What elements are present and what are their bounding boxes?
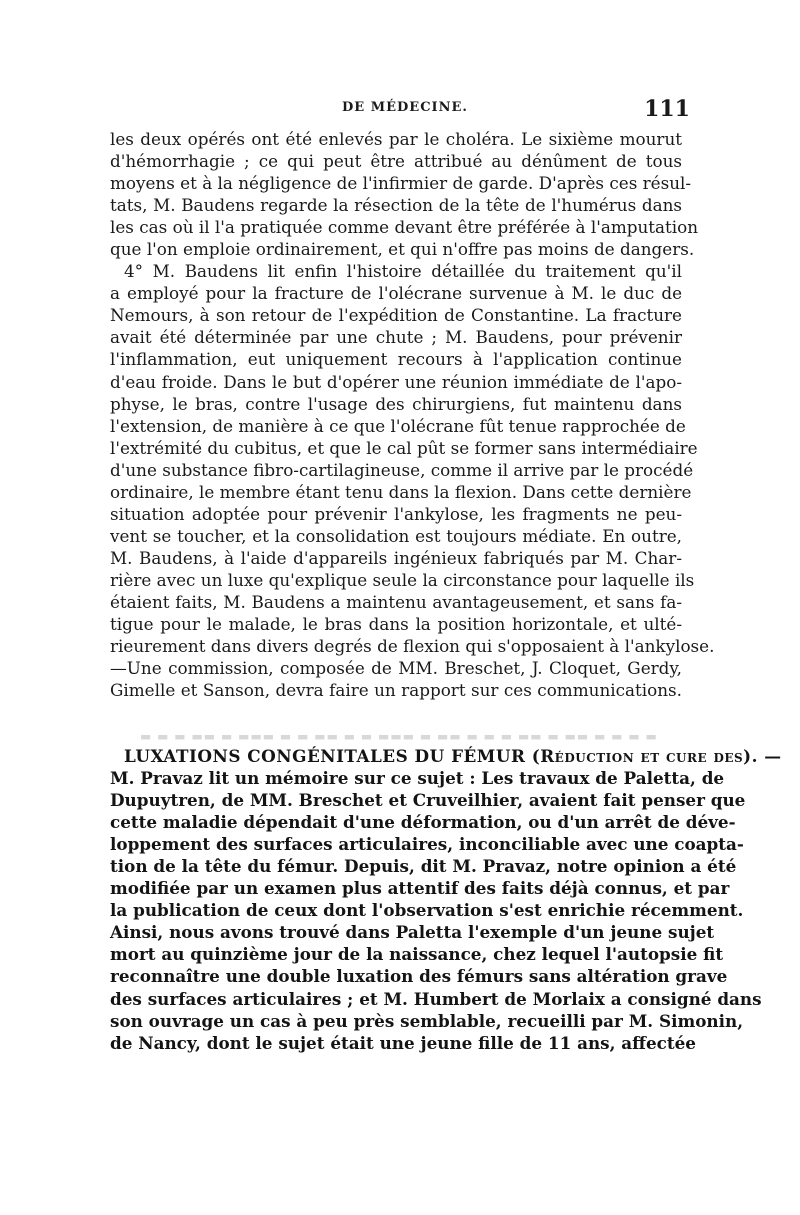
text-line: loppement des surfaces articulaires, inconciliable avec une coapta- xyxy=(110,834,744,855)
text-line: les deux opérés ont été enlevés par le choléra. Le sixième mourut xyxy=(110,129,682,149)
text-line: modifiée par un examen plus attentif des faits déjà connus, et par xyxy=(110,878,730,899)
text-line: l'extension, de manière à ce que l'olécrane fût tenue rapprochée de xyxy=(110,415,686,436)
text-line: Dupuytren, de MM. Breschet et Cruveilhier, avaient fait penser que xyxy=(110,790,746,811)
text-line: l'inflammation, eut uniquement recours à l'application continue xyxy=(110,349,682,370)
text-line: physe, le bras, contre l'usage des chirurgiens, fut maintenu dans xyxy=(110,393,682,414)
text-line: moyens et à la négligence de l'infirmier de garde. D'après ces résul- xyxy=(110,173,692,194)
text-line: la publication de ceux dont l'observation s'est enrichie récemment. xyxy=(110,900,744,921)
running-head: DE MÉDECINE. xyxy=(342,100,468,115)
text-line: M. Baudens, à l'aide d'appareils ingénieux fabriqués par M. Char- xyxy=(110,547,682,568)
section-luxations xyxy=(110,745,782,1054)
text-line: que l'on emploie ordinairement, et qui n'offre pas moins de dangers. xyxy=(110,239,695,260)
text-line: ordinaire, le membre étant tenu dans la flexion. Dans cette dernière xyxy=(110,481,692,502)
main-text xyxy=(110,128,715,701)
text-line: avait été déterminée par une chute ; M. Baudens, pour prévenir xyxy=(110,327,682,348)
text-line: d'hémorrhagie ; ce qui peut être attribué au dénûment de tous xyxy=(110,151,682,172)
text-line: les cas où il l'a pratiquée comme devant être préférée à l'amputation xyxy=(110,217,699,238)
text-line: reconnaître une double luxation des fémurs sans altération grave xyxy=(110,966,728,987)
text-line: cette maladie dépendait d'une déformation, ou d'un arrêt de déve- xyxy=(110,812,736,833)
text-line: vent se toucher, et la consolidation est toujours médiate. En outre, xyxy=(110,525,682,546)
text-line: Nemours, à son retour de l'expédition de Constantine. La fracture xyxy=(110,305,682,326)
text-line: 4° M. Baudens lit enfin l'histoire détaillée du traitement qu'il xyxy=(124,261,682,282)
text-line: des surfaces articulaires ; et M. Humbert de Morlaix a consigné dans xyxy=(110,988,762,1009)
show-through-bleed: ▬ ▬ ▬ ▬▬ ▬ ▬▬▬ ▬ ▬ ▬▬ ▬ ▬ ▬▬▬ ▬ ▬▬ ▬ ▬ ▬ ▬▬ ▬ ▬▬ ▬ ▬ ▬ ▬ xyxy=(140,731,658,745)
text-line: d'eau froide. Dans le but d'opérer une réunion immédiate de l'apo- xyxy=(110,371,682,392)
text-line: situation adoptée pour prévenir l'ankylose, les fragments ne peu- xyxy=(110,503,682,524)
page-number: 111 xyxy=(644,96,690,122)
text-line: tigue pour le malade, le bras dans la position horizontale, et ulté- xyxy=(110,614,682,635)
text-line: mort au quinzième jour de la naissance, chez lequel l'autopsie fit xyxy=(110,944,724,965)
text-line: M. Pravaz lit un mémoire sur ce sujet : Les travaux de Paletta, de xyxy=(110,768,725,789)
text-line: de Nancy, dont le sujet était une jeune fille de 11 ans, affectée xyxy=(110,1032,696,1053)
text-line: tion de la tête du fémur. Depuis, dit M. Pravaz, notre opinion a été xyxy=(110,856,737,877)
text-line: Ainsi, nous avons trouvé dans Paletta l'exemple d'un jeune sujet xyxy=(110,922,715,943)
text-line: a employé pour la fracture de l'olécrane survenue à M. le duc de xyxy=(110,283,682,304)
text-line: d'une substance fibro-cartilagineuse, comme il arrive par le procédé xyxy=(110,459,694,480)
text-line: étaient faits, M. Baudens a maintenu avantageusement, et sans fa- xyxy=(110,591,682,612)
text-line: tats, M. Baudens regarde la résection de la tête de l'humérus dans xyxy=(110,195,682,216)
text-line: Gimelle et Sanson, devra faire un rapport sur ces communications. xyxy=(110,680,682,701)
section-heading-line: LUXATIONS CONGÉNITALES DU FÉMUR (Réduction et cure des). — xyxy=(124,746,782,766)
text-line: —Une commission, composée de MM. Breschet, J. Cloquet, Gerdy, xyxy=(110,658,682,679)
text-line: rière avec un luxe qu'explique seule la circonstance pour laquelle ils xyxy=(110,569,695,590)
text-line: l'extrémité du cubitus, et que le cal pût se former sans intermédiaire xyxy=(110,437,698,458)
text-line: rieurement dans divers degrés de flexion qui s'opposaient à l'ankylose. xyxy=(110,636,715,657)
text-line: son ouvrage un cas à peu près semblable, recueilli par M. Simonin, xyxy=(110,1010,744,1031)
page-header xyxy=(130,96,690,122)
